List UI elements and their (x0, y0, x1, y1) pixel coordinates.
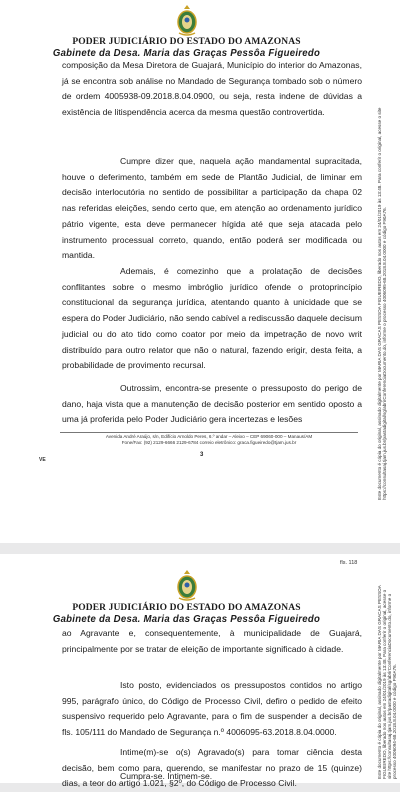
court-name: PODER JUDICIÁRIO DO ESTADO DO AMAZONAS (72, 37, 301, 47)
paragraph: Outrossim, encontra-se presente o pressuposto do perigo de dano, haja vista que a manutenção de decisão posterior em sentido oposto a uma já proferida pelo Poder Judiciário gera incertezas e lesões (62, 383, 362, 425)
paragraph: Intime(m)-se o(s) Agravado(s) para tomar ciência desta decisão, bem como para, querendo, se manifestar no prazo de 15 (quinze) dias, a teor do artigo 1.021, §2º, do Código de Processo Civil. (62, 747, 362, 789)
folio-number: fls. 118 (340, 560, 358, 566)
paragraph: Cumpra-se. Intimem-se. (120, 771, 213, 781)
paragraph: ao Agravante e, consequentemente, à municipalidade de Guajará, principalmente por se tratar de eleição de importante significado à cidade. (62, 628, 362, 654)
footer-address: Avenida André Araújo, s/n, Edifício Arnoldo Peres, 6.º andar – Aleixo – CEP 69060-000 – Manaus/AM (105, 434, 313, 439)
cabinet-name: Gabinete da Desa. Maria das Graças Pessôa Figueiredo (52, 614, 321, 625)
paragraph: composição da Mesa Diretora de Guajará, Município do interior do Amazonas, já se encontra sob análise no Mandado de Segurança tombado sob o número de ordem 4005938-09.2018.8.04.0900, ou seja, resta indene de dúvidas a existência de litispendência acerca da mesma questão controvertida. (62, 60, 362, 118)
state-coat-of-arms-icon (176, 569, 198, 601)
digital-signature-stamp (373, 554, 400, 783)
signature-stamp-text: Este documento é cópia do original, assinado digitalmente por MARIA DAS GRACAS PESSOA FIGUEIREDO, liberado nos autos em 24/01/2019 às 13:48. Para conferir o original, acesse o site https://consultasaj.tjam.jus.br/pastadigital/sg/abrirConferenciaDocumento.do, informe o processo 4006094-68.2018.8.04.0000 e código F90A76. (377, 585, 397, 779)
state-coat-of-arms-icon (176, 4, 198, 36)
paragraph: Cumpre dizer que, naquela ação mandamental supracitada, houve o deferimento, também em sede de Plantão Judicial, de liminar em decisão interlocutória no sentido de possibilitar a participação da chapa 02 nas referidas eleições, sendo certo que, em atenção ao ordenamento jurídico pátrio vigente, esta deve permanecer hígida até que seja atacada pelo instrumento processual correto, quando, então poderá ser modificada ou mantida. (62, 156, 362, 261)
initials: VE (39, 457, 46, 463)
paragraph: Ademais, é comezinho que a prolatação de decisões conflitantes sobre o mesmo imbróglio jurídico ofende o protoprincípio constitucional da segurança jurídica, atentando quanto à unicidade que se espera do Poder Judiciário, não sendo cabível a rediscussão daquele decisum judicial ou do ato tido como coator por meio da impetração de novo writ distribuído para outro relator que não o natural, fazendo erigir, desta feita, a probabilidade de provimento recursal. (62, 266, 362, 371)
cabinet-name: Gabinete da Desa. Maria das Graças Pessôa Figueiredo (52, 48, 321, 59)
signature-stamp-text: Este documento é cópia do original, assinado digitalmente por MARIA DAS GRACAS PESSOA FIGUEIREDO, liberado nos autos em 24/01/2019 às 13:48. Para conferir o original, acesse o site https://consultasaj.tjam.jus.br/pastadigital/sg/abrirConferenciaDocumento.do, informe o processo 4006095-68.2018.8.04.0000 e código F90A76. (377, 107, 387, 500)
paragraph (62, 678, 362, 741)
footer-contact: Fone/Fax: (92) 2129-6666 2129-6784 correio eletrônico: graca.figueiredo@tjam.jus.br (121, 440, 297, 445)
paragraph-text: Isto posto, evidenciados os pressupostos contidos no artigo 995, parágrafo único, do Código de Processo Civil, defiro o pedido de efeito suspensivo requerido pelo Agravante, para o fim de suspender a decisão de fls. 105/111 do Mandado de Segurança n.º 4006095-63.2018.8.04.0000. (62, 680, 362, 738)
court-name: PODER JUDICIÁRIO DO ESTADO DO AMAZONAS (72, 603, 301, 613)
page-number: 3 (200, 452, 204, 458)
footer-divider (60, 432, 358, 433)
digital-signature-stamp (373, 0, 400, 543)
document-page-4 (0, 554, 373, 789)
